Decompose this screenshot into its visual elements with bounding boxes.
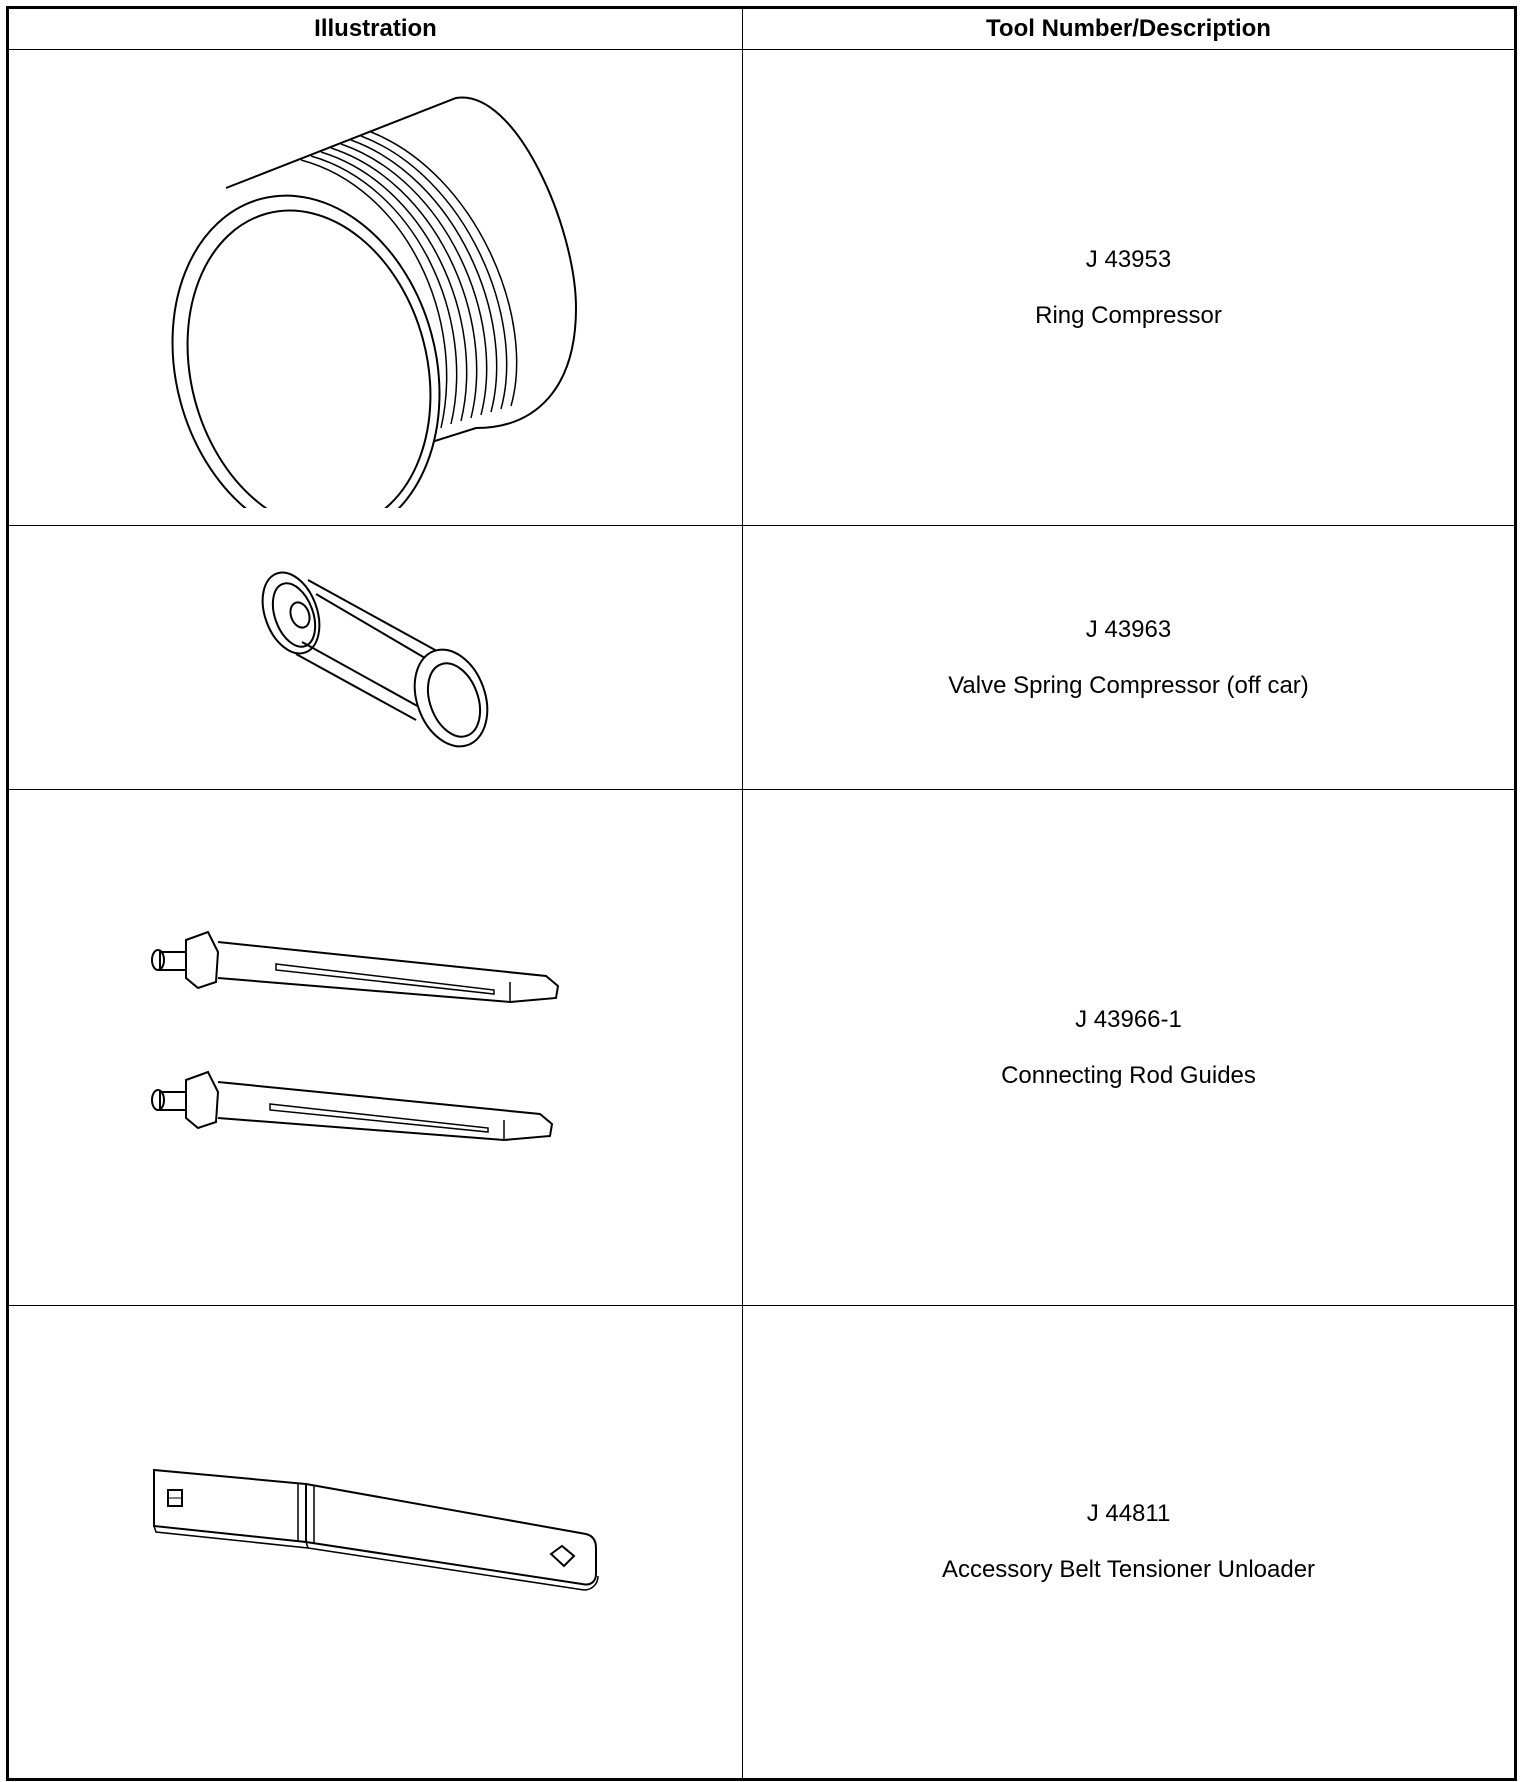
tool-description: Valve Spring Compressor (off car) bbox=[948, 671, 1309, 699]
tool-number: J 43963 bbox=[1085, 615, 1172, 643]
rod-guide bbox=[152, 1072, 552, 1140]
header-illustration: Illustration bbox=[8, 8, 743, 50]
ring-compressor-illustration bbox=[156, 68, 596, 508]
tool-number: J 44811 bbox=[1086, 1500, 1171, 1527]
table-row bbox=[8, 1306, 1516, 1780]
tool-description: Ring Compressor bbox=[1035, 301, 1222, 329]
valve-spring-compressor-illustration bbox=[246, 558, 506, 758]
illustration-cell bbox=[8, 526, 743, 790]
connecting-rod-guides-illustration bbox=[146, 918, 606, 1178]
tool-description-cell bbox=[743, 50, 1516, 526]
tool-description-cell bbox=[743, 790, 1516, 1306]
tool-description-cell bbox=[743, 1306, 1516, 1780]
tool-description: Accessory Belt Tensioner Unloader bbox=[941, 1556, 1316, 1583]
header-tool-description: Tool Number/Description bbox=[743, 8, 1516, 50]
tool-number: J 43966-1 bbox=[1075, 1005, 1182, 1033]
rod-guide bbox=[152, 932, 558, 1002]
table-row bbox=[8, 50, 1516, 526]
illustration-cell bbox=[8, 790, 743, 1306]
illustration-cell bbox=[8, 1306, 743, 1780]
tool-description-cell bbox=[743, 526, 1516, 790]
table-header-row bbox=[8, 8, 1516, 50]
tool-description: Connecting Rod Guides bbox=[1001, 1061, 1256, 1089]
tool-number: J 43953 bbox=[1085, 245, 1172, 273]
table-row bbox=[8, 526, 1516, 790]
table-row bbox=[8, 790, 1516, 1306]
belt-tensioner-unloader-illustration bbox=[146, 1462, 606, 1622]
illustration-cell bbox=[8, 50, 743, 526]
special-tools-table bbox=[6, 6, 1517, 1781]
